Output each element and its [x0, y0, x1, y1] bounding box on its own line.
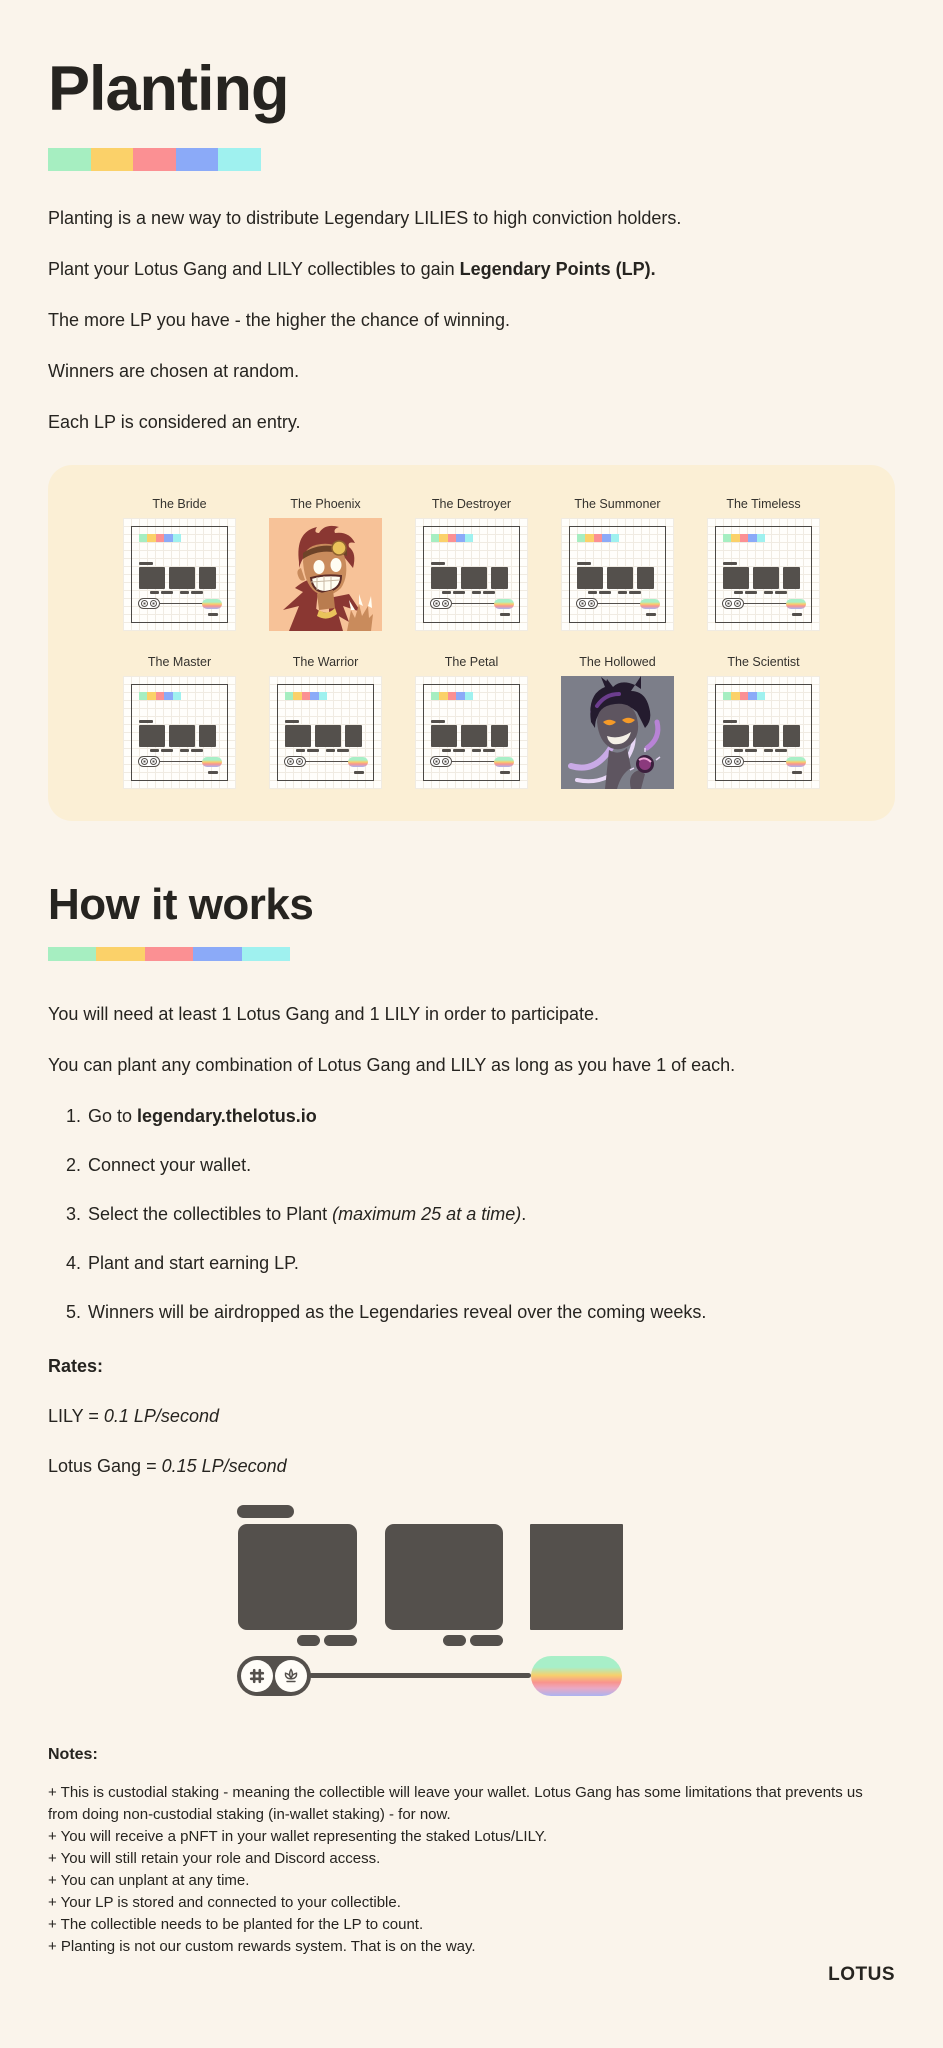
illustration-panel-1: [238, 1524, 357, 1630]
card-label: The Destroyer: [431, 497, 512, 511]
card-label: The Phoenix: [290, 497, 361, 511]
note-item: + Your LP is stored and connected to your collectible.: [48, 1894, 401, 1911]
wireframe-tab: [723, 562, 737, 565]
placeholder-wireframe: [707, 676, 820, 789]
notes-heading: Notes:: [48, 1746, 98, 1763]
card-artwork[interactable]: [707, 676, 820, 789]
wireframe-rainbow-bar: [431, 534, 473, 542]
wireframe-slider: [138, 756, 222, 768]
wireframe-pill-underbar: [354, 771, 364, 774]
phoenix-artwork-image: [269, 518, 382, 631]
card-artwork[interactable]: [269, 518, 382, 631]
illustration-underbar: [470, 1635, 503, 1646]
wireframe-frame: [131, 684, 228, 781]
card-artwork[interactable]: [415, 518, 528, 631]
wireframe-pill-underbar: [792, 613, 802, 616]
how-paragraph: You can plant any combination of Lotus Gang and LILY as long as you have 1 of each.: [48, 1055, 736, 1075]
card-label: The Bride: [152, 497, 207, 511]
step-item: 5. Winners will be airdropped as the Legendaries reveal over the coming weeks.: [66, 1302, 707, 1322]
wireframe-tab: [723, 720, 737, 723]
card-artwork[interactable]: [561, 518, 674, 631]
card-label: The Scientist: [727, 655, 800, 669]
footer: [48, 1964, 895, 1986]
steps-list: [66, 1103, 895, 1325]
wireframe-frame: [277, 684, 374, 781]
wireframe-tab: [431, 720, 445, 723]
card-label: The Hollowed: [579, 655, 656, 669]
legendaries-gallery-panel: [48, 465, 895, 821]
wireframe-tab: [577, 562, 591, 565]
wireframe-frame: [715, 684, 812, 781]
illustration-rainbow-pill: [531, 1656, 622, 1696]
wireframe-slider: [430, 598, 514, 610]
wireframe-panels: [431, 725, 508, 747]
placeholder-wireframe: [707, 518, 820, 631]
rate-value: 0.1 LP/second: [103, 1406, 219, 1426]
wireframe-panels: [723, 725, 800, 747]
wireframe-rainbow-bar: [139, 534, 181, 542]
placeholder-wireframe: [123, 518, 236, 631]
note-item: + The collectible needs to be planted for the LP to count.: [48, 1916, 424, 1933]
card-label: The Warrior: [292, 655, 359, 669]
intro-text: Plant your Lotus Gang and LILY collectibles to gain: [48, 259, 460, 279]
wireframe-frame: [423, 526, 520, 623]
wireframe-frame: [715, 526, 812, 623]
wireframe-frame: [569, 526, 666, 623]
legendary-points-bold: Legendary Points (LP).: [459, 259, 656, 279]
wireframe-slider: [722, 598, 806, 610]
card-label: The Petal: [444, 655, 499, 669]
illustration-panel-3: [530, 1524, 623, 1630]
step-number: 3.: [66, 1204, 82, 1224]
wireframe-rainbow-bar: [139, 692, 181, 700]
card-artwork[interactable]: [269, 676, 382, 789]
intro-paragraph: [48, 256, 895, 282]
card-artwork[interactable]: [123, 518, 236, 631]
gallery-card: [707, 497, 820, 631]
wireframe-rainbow-bar: [723, 692, 765, 700]
card-artwork[interactable]: [561, 676, 674, 789]
card-label: The Timeless: [726, 497, 801, 511]
note-item: + You will receive a pNFT in your wallet representing the staked Lotus/LILY.: [48, 1828, 548, 1845]
wireframe-tab: [139, 562, 153, 565]
step-item: 4. Plant and start earning LP.: [66, 1253, 299, 1273]
notes-list: [48, 1782, 895, 1958]
wireframe-slider: [138, 598, 222, 610]
step-number: 5.: [66, 1302, 82, 1322]
lotus-logo: LOTUS: [828, 1964, 895, 1985]
rainbow-accent-bar: [48, 947, 290, 961]
gallery-card: [415, 497, 528, 631]
illustration-underbar: [443, 1635, 466, 1646]
note-item: + You will still retain your role and Discord access.: [48, 1850, 381, 1867]
planting-illustration: [188, 1505, 710, 1696]
card-artwork[interactable]: [707, 518, 820, 631]
placeholder-wireframe: [415, 676, 528, 789]
wireframe-pill-underbar: [208, 613, 218, 616]
gallery-card: [269, 655, 382, 789]
note-item: + Planting is not our custom rewards system. That is on the way.: [48, 1938, 476, 1955]
rate-line: [48, 1403, 895, 1429]
wireframe-frame: [423, 684, 520, 781]
wireframe-rainbow-bar: [285, 692, 327, 700]
wireframe-frame: [131, 526, 228, 623]
wireframe-slider: [722, 756, 806, 768]
gallery-grid: [48, 497, 895, 789]
step-number: 1.: [66, 1106, 82, 1126]
step-number: 4.: [66, 1253, 82, 1273]
hollowed-artwork-image: [561, 676, 674, 789]
wireframe-panels: [139, 567, 216, 589]
intro-paragraph: Planting is a new way to distribute Legendary LILIES to high conviction holders.: [48, 208, 682, 228]
wireframe-slider: [430, 756, 514, 768]
card-artwork[interactable]: [415, 676, 528, 789]
placeholder-wireframe: [561, 518, 674, 631]
rate-value: 0.15 LP/second: [161, 1456, 287, 1476]
step-number: 2.: [66, 1155, 82, 1175]
placeholder-wireframe: [123, 676, 236, 789]
wireframe-panels: [139, 725, 216, 747]
gallery-card: [269, 497, 382, 631]
gallery-card: [123, 655, 236, 789]
card-label: The Master: [147, 655, 212, 669]
page-title: Planting: [48, 54, 289, 124]
gallery-card: [561, 497, 674, 631]
wireframe-panels: [577, 567, 654, 589]
rate-line: [48, 1453, 895, 1479]
wireframe-pill-underbar: [500, 771, 510, 774]
step-link-text: legendary.thelotus.io: [137, 1106, 317, 1126]
wireframe-rainbow-bar: [723, 534, 765, 542]
wireframe-slider: [284, 756, 368, 768]
illustration-underbar: [324, 1635, 357, 1646]
gallery-card: [561, 655, 674, 789]
intro-paragraph: Each LP is considered an entry.: [48, 412, 301, 432]
step-item: 1. Go to legendary.thelotus.io: [66, 1106, 317, 1126]
note-item: + This is custodial staking - meaning the collectible will leave your wallet. Lotus Gang has some limitations that prevents us from doing non-custodial staking (in-wallet staking) - for now.: [48, 1784, 863, 1823]
rates-heading: Rates:: [48, 1356, 104, 1376]
hash-icon: [241, 1660, 273, 1692]
wireframe-panels: [285, 725, 362, 747]
card-label: The Summoner: [574, 497, 661, 511]
wireframe-panels: [723, 567, 800, 589]
intro-paragraph: Winners are chosen at random.: [48, 361, 300, 381]
illustration-panel-2: [385, 1524, 503, 1630]
wireframe-tab: [431, 562, 445, 565]
wireframe-rainbow-bar: [431, 692, 473, 700]
card-artwork[interactable]: [123, 676, 236, 789]
rate-label: Lotus Gang =: [48, 1456, 162, 1476]
lotus-icon: [275, 1660, 307, 1692]
step-item: 3. Select the collectibles to Plant (maximum 25 at a time).: [66, 1204, 527, 1224]
illustration-track: [309, 1673, 531, 1678]
wireframe-tab: [285, 720, 299, 723]
placeholder-wireframe: [415, 518, 528, 631]
illustration-token-switch: [237, 1656, 311, 1696]
gallery-card: [123, 497, 236, 631]
wireframe-pill-underbar: [792, 771, 802, 774]
wireframe-pill-underbar: [646, 613, 656, 616]
note-item: + You can unplant at any time.: [48, 1872, 250, 1889]
placeholder-wireframe: [269, 676, 382, 789]
wireframe-slider: [576, 598, 660, 610]
rainbow-accent-bar: [48, 148, 261, 171]
step-item: 2. Connect your wallet.: [66, 1155, 252, 1175]
how-it-works-heading: How it works: [48, 880, 314, 929]
intro-paragraph: The more LP you have - the higher the chance of winning.: [48, 310, 510, 330]
gallery-card: [707, 655, 820, 789]
wireframe-tab: [139, 720, 153, 723]
wireframe-pill-underbar: [208, 771, 218, 774]
rate-label: LILY =: [48, 1406, 104, 1426]
how-paragraph: You will need at least 1 Lotus Gang and 1 LILY in order to participate.: [48, 1004, 600, 1024]
illustration-tab: [237, 1505, 294, 1518]
gallery-card: [415, 655, 528, 789]
wireframe-panels: [431, 567, 508, 589]
wireframe-rainbow-bar: [577, 534, 619, 542]
illustration-underbar: [297, 1635, 320, 1646]
wireframe-pill-underbar: [500, 613, 510, 616]
